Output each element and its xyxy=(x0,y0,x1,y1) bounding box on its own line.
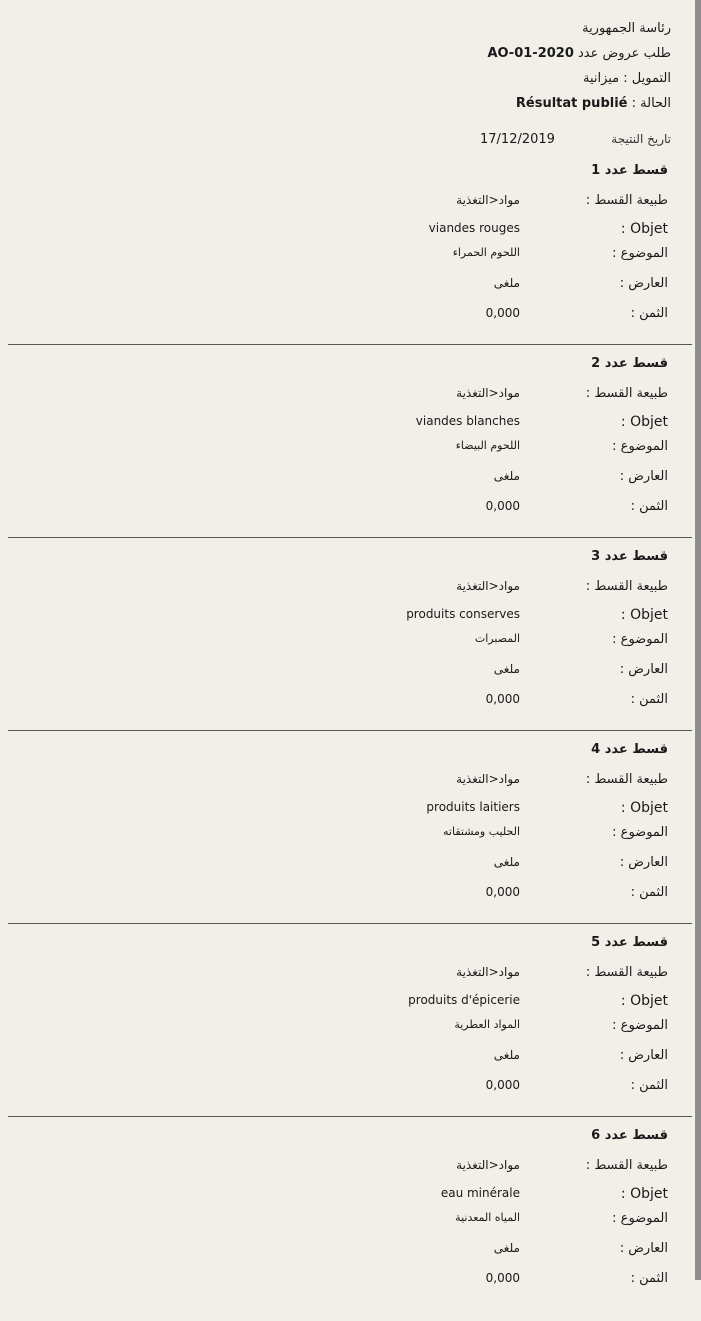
lot-value-subject: المصبرات xyxy=(474,632,520,645)
lot-label-bidder: العارض : xyxy=(619,1048,668,1063)
lot-label-subject: الموضوع : xyxy=(612,246,668,261)
lot-value-bidder: ملغى xyxy=(493,276,520,290)
lot-row-bidder xyxy=(0,1241,701,1263)
lot-value-nature: مواد<التغذية xyxy=(456,965,520,979)
result-date-row xyxy=(0,132,701,152)
lot-value-objet: viandes rouges xyxy=(428,221,520,235)
lot-value-subject: الحليب ومشتقاته xyxy=(443,825,520,838)
lot-separator xyxy=(8,923,692,924)
tender-line xyxy=(487,41,671,66)
lot-value-price: 0,000 xyxy=(485,1078,520,1092)
lot-label-objet: : Objet xyxy=(620,414,668,430)
lot-title: قسط عدد 5 xyxy=(591,935,668,950)
lot-label-nature: طبيعة القسط : xyxy=(585,965,668,980)
lot-value-nature: مواد<التغذية xyxy=(456,193,520,207)
lot-label-price: الثمن : xyxy=(630,1078,668,1093)
lot-row-price xyxy=(0,306,701,328)
lot-row-price xyxy=(0,499,701,521)
lot-value-bidder: ملغى xyxy=(493,469,520,483)
lot-row-price xyxy=(0,885,701,907)
lot-value-subject: المواد العطرية xyxy=(454,1018,520,1031)
tender-label: طلب عروض عدد xyxy=(578,46,671,61)
lot-value-bidder: ملغى xyxy=(493,1241,520,1255)
lot-label-nature: طبيعة القسط : xyxy=(585,1158,668,1173)
lot-value-objet: produits conserves xyxy=(406,607,520,621)
lot-block xyxy=(0,935,701,1128)
lot-label-subject: الموضوع : xyxy=(612,1018,668,1033)
lot-row-nature xyxy=(0,579,701,601)
status-label: الحالة : xyxy=(631,96,671,111)
lot-row-objet xyxy=(0,414,701,436)
lot-value-subject: اللحوم الحمراء xyxy=(452,246,520,259)
lot-value-price: 0,000 xyxy=(485,306,520,320)
lot-row-nature xyxy=(0,386,701,408)
lot-row-subject xyxy=(0,439,701,461)
lot-title: قسط عدد 1 xyxy=(591,163,668,178)
page-header xyxy=(487,16,671,116)
lot-separator xyxy=(8,344,692,345)
lot-value-objet: produits d'épicerie xyxy=(408,993,520,1007)
lot-block xyxy=(0,356,701,549)
lot-block xyxy=(0,1128,701,1321)
lot-label-price: الثمن : xyxy=(630,885,668,900)
lot-label-subject: الموضوع : xyxy=(612,825,668,840)
lot-separator xyxy=(8,730,692,731)
lot-label-bidder: العارض : xyxy=(619,469,668,484)
lot-label-price: الثمن : xyxy=(630,306,668,321)
lot-row-price xyxy=(0,692,701,714)
status-value: Résultat publié xyxy=(515,96,628,111)
lot-label-objet: : Objet xyxy=(620,221,668,237)
lot-label-subject: الموضوع : xyxy=(612,632,668,647)
lot-title: قسط عدد 2 xyxy=(591,356,668,371)
presidency-title: رئاسة الجمهورية xyxy=(582,21,671,36)
lot-row-objet xyxy=(0,221,701,243)
lot-title: قسط عدد 3 xyxy=(591,549,668,564)
lot-label-subject: الموضوع : xyxy=(612,439,668,454)
lot-value-price: 0,000 xyxy=(485,885,520,899)
lot-value-bidder: ملغى xyxy=(493,1048,520,1062)
lot-label-objet: : Objet xyxy=(620,993,668,1009)
lot-label-nature: طبيعة القسط : xyxy=(585,386,668,401)
lot-separator xyxy=(8,537,692,538)
lot-value-subject: المياه المعدنية xyxy=(455,1211,520,1224)
lot-label-objet: : Objet xyxy=(620,800,668,816)
lot-row-objet xyxy=(0,1186,701,1208)
result-date-value: 17/12/2019 xyxy=(480,132,555,147)
lot-value-bidder: ملغى xyxy=(493,855,520,869)
lot-row-objet xyxy=(0,800,701,822)
lot-value-objet: produits laitiers xyxy=(426,800,520,814)
lot-value-nature: مواد<التغذية xyxy=(456,579,520,593)
tender-code: AO-01-2020 xyxy=(487,46,574,61)
lot-row-nature xyxy=(0,1158,701,1180)
lot-row-bidder xyxy=(0,855,701,877)
lot-label-nature: طبيعة القسط : xyxy=(585,772,668,787)
lot-label-price: الثمن : xyxy=(630,1271,668,1286)
lot-label-price: الثمن : xyxy=(630,499,668,514)
lot-row-objet xyxy=(0,993,701,1015)
lot-row-nature xyxy=(0,772,701,794)
lot-value-objet: viandes blanches xyxy=(415,414,520,428)
lot-separator xyxy=(8,1116,692,1117)
lot-row-subject xyxy=(0,1211,701,1233)
lot-row-subject xyxy=(0,246,701,268)
lot-row-bidder xyxy=(0,1048,701,1070)
lot-value-price: 0,000 xyxy=(485,692,520,706)
status-line xyxy=(487,91,671,116)
lot-label-objet: : Objet xyxy=(620,607,668,623)
lot-title: قسط عدد 4 xyxy=(591,742,668,757)
lot-label-nature: طبيعة القسط : xyxy=(585,193,668,208)
lot-label-price: الثمن : xyxy=(630,692,668,707)
lot-label-objet: : Objet xyxy=(620,1186,668,1202)
lot-row-bidder xyxy=(0,662,701,684)
lot-label-subject: الموضوع : xyxy=(612,1211,668,1226)
lot-label-bidder: العارض : xyxy=(619,855,668,870)
lot-title: قسط عدد 6 xyxy=(591,1128,668,1143)
lot-label-bidder: العارض : xyxy=(619,1241,668,1256)
lot-row-price xyxy=(0,1078,701,1100)
lot-value-objet: eau minérale xyxy=(440,1186,520,1200)
lot-label-bidder: العارض : xyxy=(619,276,668,291)
lot-row-bidder xyxy=(0,276,701,298)
lot-value-price: 0,000 xyxy=(485,1271,520,1285)
lot-row-subject xyxy=(0,632,701,654)
lot-value-nature: مواد<التغذية xyxy=(456,386,520,400)
lot-row-nature xyxy=(0,193,701,215)
lot-row-objet xyxy=(0,607,701,629)
lot-label-bidder: العارض : xyxy=(619,662,668,677)
lot-value-nature: مواد<التغذية xyxy=(456,772,520,786)
lot-label-nature: طبيعة القسط : xyxy=(585,579,668,594)
lot-block xyxy=(0,163,701,356)
lot-value-nature: مواد<التغذية xyxy=(456,1158,520,1172)
lot-value-bidder: ملغى xyxy=(493,662,520,676)
lot-row-bidder xyxy=(0,469,701,491)
result-date-label: تاريخ النتيجة xyxy=(611,132,671,146)
lot-row-nature xyxy=(0,965,701,987)
lot-row-subject xyxy=(0,825,701,847)
funding-line: التمويل : ميزانية xyxy=(582,71,671,86)
lot-value-price: 0,000 xyxy=(485,499,520,513)
lot-block xyxy=(0,549,701,742)
lot-row-subject xyxy=(0,1018,701,1040)
lot-block xyxy=(0,742,701,935)
lot-value-subject: اللحوم البيضاء xyxy=(455,439,520,452)
lot-row-price xyxy=(0,1271,701,1293)
